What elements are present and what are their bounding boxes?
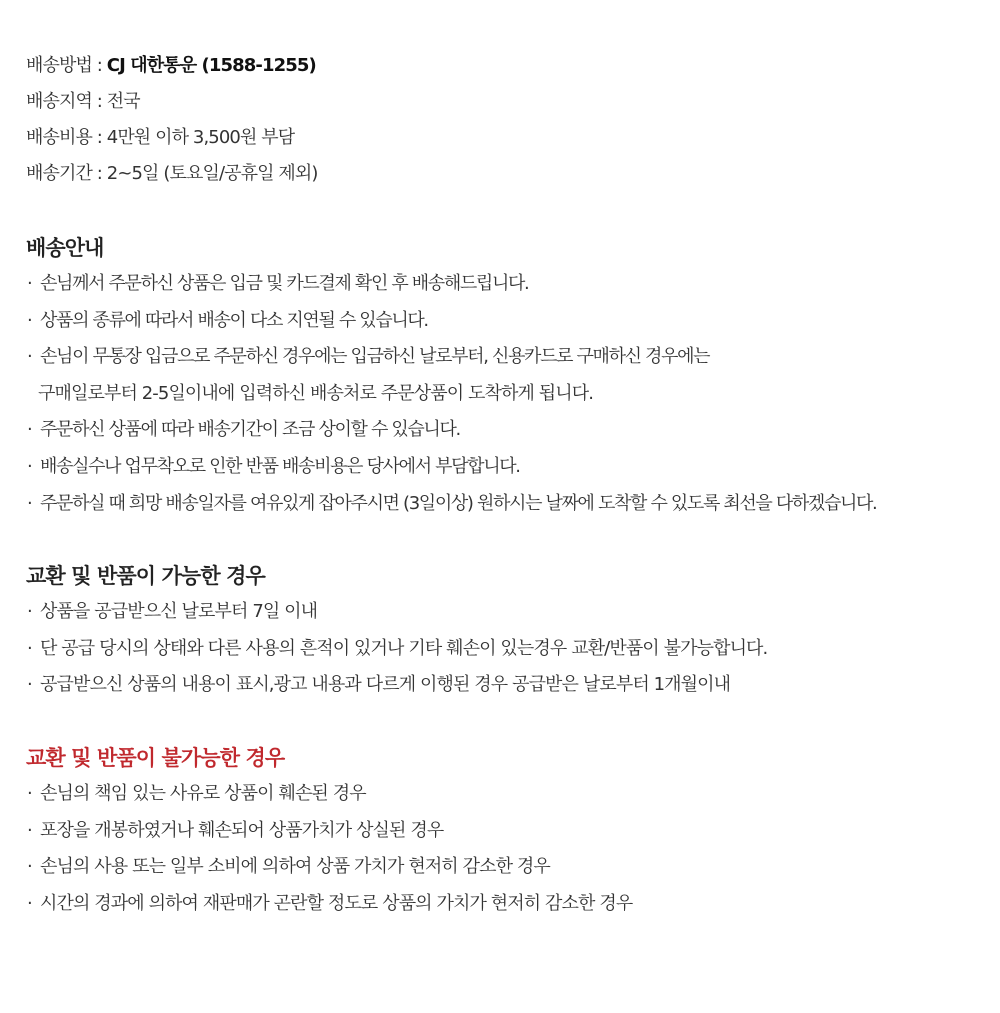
exchange-possible-section [26, 558, 998, 704]
spacer [26, 192, 998, 230]
shipping-info-block [26, 48, 998, 192]
spacer [26, 704, 998, 740]
shipping-period-value: 2~5일 (토요일/공휴일 제외) [106, 163, 318, 184]
shipping-region-label: 배송지역 : [26, 91, 107, 112]
shipping-cost-label: 배송비용 : [26, 127, 107, 148]
shipping-cost-line [26, 120, 998, 156]
list-item: · 주문하실 때 희망 배송일자를 여유있게 잡아주시면 (3일이상) 원하시는 날짜에 도착할 수 있도록 최선을 다하겠습니다. [26, 486, 998, 523]
exchange-impossible-section [26, 740, 998, 922]
list-item: · 손님께서 주문하신 상품은 입금 및 카드결제 확인 후 배송해드립니다. [26, 266, 998, 303]
shipping-method-line [26, 48, 998, 84]
list-item: · 단 공급 당시의 상태와 다른 사용의 흔적이 있거나 기타 훼손이 있는경우 교환/반품이 불가능합니다. [26, 631, 998, 668]
spacer [26, 522, 998, 558]
shipping-period-label: 배송기간 : [26, 163, 107, 184]
shipping-cost-value: 4만원 이하 3,500원 부담 [106, 127, 295, 148]
exchange-impossible-title: 교환 및 반품이 불가능한 경우 [26, 745, 285, 770]
list-item: · 손님의 사용 또는 일부 소비에 의하여 상품 가치가 현저히 감소한 경우 [26, 849, 998, 886]
list-item: · 배송실수나 업무착오로 인한 반품 배송비용은 당사에서 부담합니다. [26, 449, 998, 486]
shipping-method-value: CJ 대한통운 (1588-1255) [106, 55, 316, 76]
shipping-region-value: 전국 [106, 91, 140, 112]
list-item: · 주문하신 상품에 따라 배송기간이 조금 상이할 수 있습니다. [26, 412, 998, 449]
list-item: · 공급받으신 상품의 내용이 표시,광고 내용과 다르게 이행된 경우 공급받은 날로부터 1개월이내 [26, 667, 998, 704]
shipping-policy-document [26, 48, 998, 922]
list-item: · 시간의 경과에 의하여 재판매가 곤란할 정도로 상품의 가치가 현저히 감소한 경우 [26, 886, 998, 923]
list-item: · 상품을 공급받으신 날로부터 7일 이내 [26, 594, 998, 631]
shipping-guide-list [26, 266, 998, 522]
shipping-period-line [26, 156, 998, 192]
list-item: · 포장을 개봉하였거나 훼손되어 상품가치가 상실된 경우 [26, 813, 998, 850]
exchange-impossible-list [26, 776, 998, 922]
list-item: · 손님의 책임 있는 사유로 상품이 훼손된 경우 [26, 776, 998, 813]
shipping-guide-section [26, 230, 998, 522]
shipping-method-label: 배송방법 : [26, 55, 107, 76]
list-item: · 손님이 무통장 입금으로 주문하신 경우에는 입금하신 날로부터, 신용카드로 구매하신 경우에는 [26, 339, 998, 376]
list-item: · 상품의 종류에 따라서 배송이 다소 지연될 수 있습니다. [26, 303, 998, 340]
shipping-region-line [26, 84, 998, 120]
list-item-continuation: 구매일로부터 2-5일이내에 입력하신 배송처로 주문상품이 도착하게 됩니다. [38, 382, 594, 404]
shipping-guide-title: 배송안내 [26, 236, 104, 260]
exchange-possible-list [26, 594, 998, 704]
exchange-possible-title: 교환 및 반품이 가능한 경우 [26, 564, 265, 589]
